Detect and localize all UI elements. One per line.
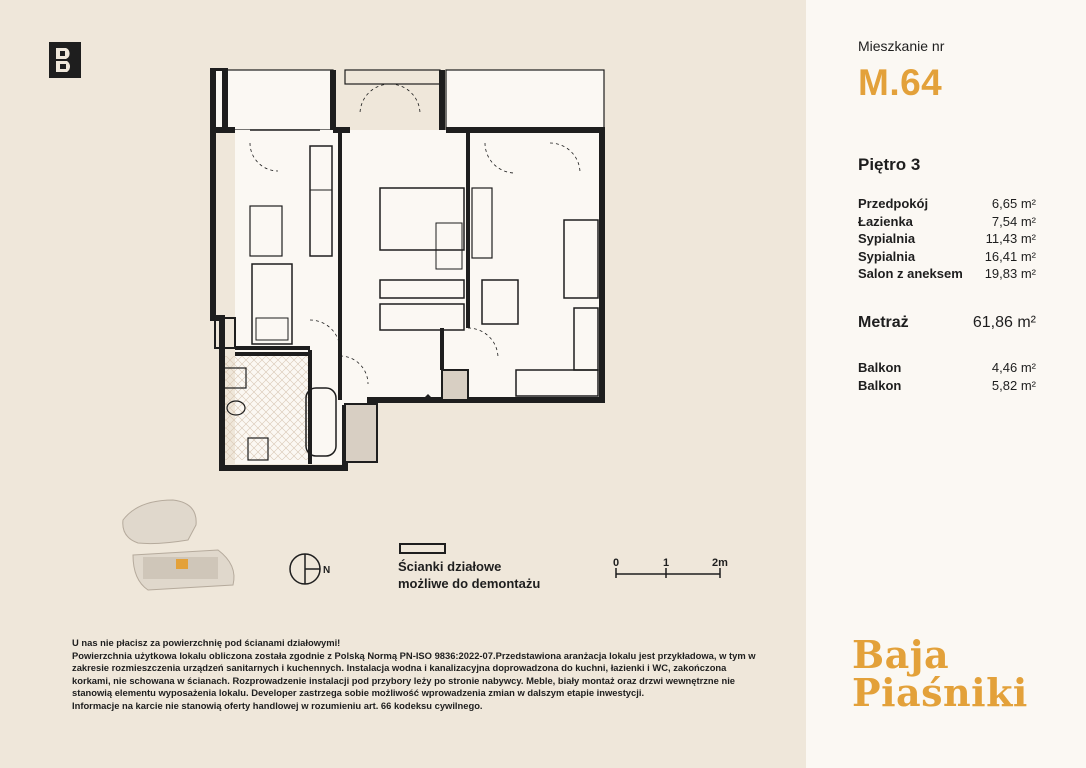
scale-label-1: 1 [663,557,670,569]
disclaimer-headline: U nas nie płacisz za powierzchnię pod ścianami działowymi! [72,637,341,648]
room-name: Salon z aneksem [858,266,963,281]
balcony-area: 4,46 m² [991,360,1036,375]
balcony-row [858,377,1036,395]
disclaimer-body: Powierzchnia użytkowa lokalu obliczona została zgodnie z Polską Normą PN-ISO 9836:2022-07.Przedstawiona aranżacja lokalu jest przykładowa, w tym w zakresie rozmieszczenia urządzeń sanitarnych i kuchennych. Instalacja wodna i kanalizacyjna doprowadzona do kuchni, łazienki i WC, zakończona korkami, nie schowana w ścianach. Rozprowadzenie instalacji pod przybory leży po stronie nabywcy. Meble, biały montaż oraz drzwi wewnętrzne nie stanowią elementu wyposażenia lokalu. Developer zastrzega sobie możliwość wprowadzenia zmian w dalszym etapie inwestycji. [72,649,756,699]
room-name: Łazienka [858,213,913,229]
room-row [858,248,1036,266]
room-name: Sypialnia [858,231,916,246]
disclaimer [72,637,762,713]
legend-line-2: możliwe do demontażu [398,576,541,591]
building-locator-map [118,495,243,595]
total-area [858,314,1036,332]
balcony-row [858,359,1036,377]
balcony-name: Balkon [858,377,902,393]
room-name: Przedpokój [858,196,929,211]
brand-logo [852,632,1028,715]
room-area: 19,83 m² [984,266,1036,281]
room-row [858,213,1036,231]
room-row [858,230,1036,248]
balcony-name: Balkon [858,360,902,375]
developer-logo [49,42,81,78]
total-area-value: 61,86 m² [972,314,1036,331]
brand-line-1: Baja [852,632,950,677]
apartment-number: M.64 [858,62,943,103]
floor-label: Piętro 3 [858,155,921,174]
disclaimer-footer: Informacje na karcie nie stanowią oferty handlowej w rozumieniu art. 66 kodeksu cywilnego. [72,699,483,711]
room-row [858,265,1036,283]
partition-wall-legend-icon [399,543,446,554]
scale-label-2m: 2m [712,557,728,569]
scale-label-0: 0 [613,557,620,569]
balcony-list [858,359,1036,394]
room-list [858,195,1036,283]
brand-line-2: Piaśniki [852,670,1028,715]
partition-wall-legend [398,558,578,592]
compass-icon [288,552,322,586]
room-area: 7,54 m² [991,213,1036,229]
balcony-area: 5,82 m² [991,377,1036,393]
room-area: 6,65 m² [991,196,1036,211]
total-area-label: Metraż [858,314,909,331]
room-area: 16,41 m² [984,248,1036,264]
room-area: 11,43 m² [985,231,1036,246]
apartment-label: Mieszkanie nr [858,38,945,54]
compass-north-label: N [323,565,331,576]
room-name: Sypialnia [858,248,916,264]
room-row [858,195,1036,213]
legend-line-1: Ścianki działowe [398,559,502,574]
floor-plan [210,68,610,473]
